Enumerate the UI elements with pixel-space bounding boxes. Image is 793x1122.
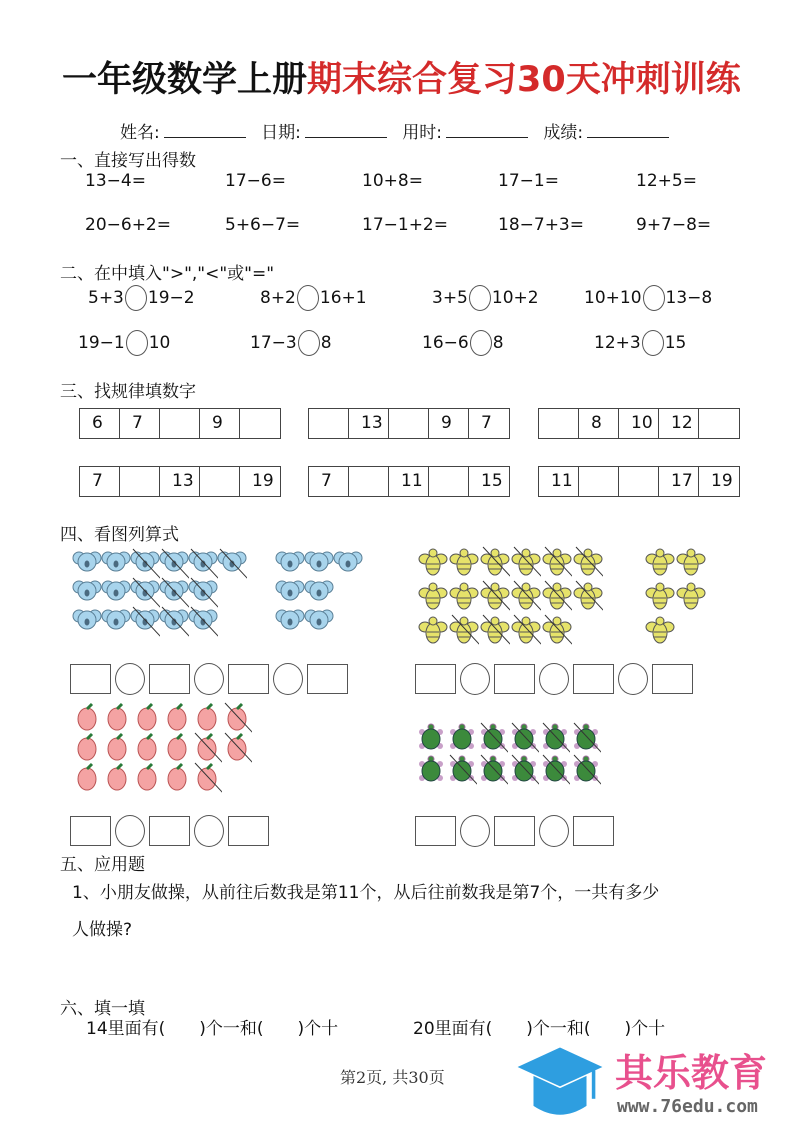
pattern-table — [308, 466, 510, 497]
pattern-cell: 10 — [619, 409, 659, 438]
comparison-item — [78, 330, 170, 356]
peach-icon — [192, 702, 222, 734]
turtle-icon — [540, 722, 570, 754]
bee-icon — [511, 580, 541, 612]
equation: 20−6+2= — [85, 215, 171, 235]
question-1-line-1: 1、小朋友做操，从前往后数我是第11个，从后往前数我是第7个，一共有多少 — [72, 883, 660, 903]
koala-icon — [72, 548, 102, 580]
pattern-cell[interactable] — [699, 409, 739, 438]
answer-circle[interactable] — [298, 330, 320, 356]
comparison-item — [260, 285, 367, 311]
bee-icon — [418, 546, 448, 578]
comparison-item — [88, 285, 195, 311]
answer-box[interactable] — [494, 816, 535, 846]
fill-item-2: 20里面有( )个一和( )个十 — [413, 1019, 666, 1039]
pattern-cell[interactable] — [240, 409, 280, 438]
question-1-line-2: 人做操? — [72, 920, 133, 940]
name-field[interactable] — [164, 124, 246, 138]
peach-icon — [132, 702, 162, 734]
equation: 17−1+2= — [362, 215, 448, 235]
turtle-icon — [540, 754, 570, 786]
turtle-icon — [571, 754, 601, 786]
turtle-icon — [416, 722, 446, 754]
equation: 17−1= — [498, 171, 559, 191]
right-expression: 8 — [320, 333, 332, 353]
bee-icon — [480, 580, 510, 612]
koala-icon — [101, 577, 131, 609]
turtle-icon — [571, 722, 601, 754]
pattern-cell: 19 — [252, 471, 274, 491]
logo-name: 其乐教育 — [615, 1051, 768, 1095]
fill-item-1: 14里面有( )个一和( )个十 — [86, 1019, 339, 1039]
pattern-cell[interactable] — [429, 467, 469, 496]
equation-answer-row — [70, 815, 269, 847]
bee-icon — [449, 580, 479, 612]
peach-icon — [162, 732, 192, 764]
comparison-item — [250, 330, 332, 356]
time-field[interactable] — [446, 124, 528, 138]
koala-icon — [217, 548, 247, 580]
bee-icon — [542, 580, 572, 612]
peach-icon — [102, 732, 132, 764]
koala-icon — [101, 548, 131, 580]
pattern-cell[interactable] — [349, 467, 389, 496]
comparison-item — [432, 285, 539, 311]
answer-circle[interactable] — [297, 285, 319, 311]
logo-url: www.76edu.com — [617, 1096, 758, 1117]
peach-icon — [132, 732, 162, 764]
answer-box[interactable] — [149, 664, 190, 694]
answer-box[interactable] — [573, 816, 614, 846]
pattern-cell: 7 — [309, 467, 349, 496]
pattern-cell: 11 — [389, 467, 429, 496]
koala-icon — [333, 548, 363, 580]
pattern-cell: 13 — [160, 467, 200, 496]
peach-icon — [72, 702, 102, 734]
name-label: 姓名: — [120, 123, 160, 143]
pattern-table — [538, 408, 740, 439]
koala-icon — [304, 577, 334, 609]
answer-circle[interactable] — [125, 285, 147, 311]
koala-icon — [304, 606, 334, 638]
answer-circle[interactable] — [469, 285, 491, 311]
bee-icon — [645, 546, 675, 578]
pattern-cell: 15 — [481, 471, 503, 491]
bee-icon — [573, 580, 603, 612]
pattern-table — [308, 408, 510, 439]
bee-icon — [542, 614, 572, 646]
koala-icon — [188, 606, 218, 638]
title-black: 一年级数学上册 — [62, 60, 308, 100]
koala-icon — [130, 577, 160, 609]
equation: 17−6= — [225, 171, 286, 191]
answer-box[interactable] — [652, 664, 693, 694]
pattern-cell: 19 — [711, 471, 733, 491]
answer-box[interactable] — [228, 664, 269, 694]
koala-icon — [130, 606, 160, 638]
equation-answer-row — [415, 815, 614, 847]
score-field[interactable] — [587, 124, 669, 138]
answer-box[interactable] — [415, 816, 456, 846]
bee-icon — [511, 546, 541, 578]
bee-icon — [645, 614, 675, 646]
answer-box[interactable] — [228, 816, 269, 846]
right-expression: 13−8 — [665, 288, 713, 308]
answer-circle[interactable] — [126, 330, 148, 356]
answer-box[interactable] — [149, 816, 190, 846]
answer-box[interactable] — [307, 664, 348, 694]
section-4-heading: 四、看图列算式 — [60, 525, 179, 545]
answer-box[interactable] — [70, 664, 111, 694]
equation: 13−4= — [85, 171, 146, 191]
pattern-cell[interactable] — [539, 409, 579, 438]
equation-answer-row — [70, 663, 348, 695]
peach-icon — [72, 762, 102, 794]
pattern-cell: 9 — [429, 409, 469, 438]
equation-answer-row — [415, 663, 693, 695]
peach-icon — [162, 702, 192, 734]
bee-icon — [449, 546, 479, 578]
bee-icon — [573, 546, 603, 578]
right-expression: 10 — [148, 333, 171, 353]
right-expression: 19−2 — [147, 288, 195, 308]
pattern-cell: 7 — [120, 409, 160, 438]
peach-icon — [162, 762, 192, 794]
turtle-icon — [509, 722, 539, 754]
pattern-cell: 7 — [481, 413, 492, 433]
koala-icon — [72, 577, 102, 609]
peach-icon — [132, 762, 162, 794]
koala-icon — [72, 606, 102, 638]
title-red: 期末综合复习30天冲刺训练 — [307, 60, 741, 100]
bee-icon — [418, 614, 448, 646]
peach-icon — [72, 732, 102, 764]
bee-icon — [449, 614, 479, 646]
peach-icon — [192, 762, 222, 794]
pattern-table — [538, 466, 740, 497]
operator-circle[interactable] — [194, 663, 224, 695]
pattern-table — [79, 466, 281, 497]
right-expression: 8 — [492, 333, 504, 353]
section-6-heading: 六、填一填 — [60, 999, 145, 1019]
pattern-cell[interactable] — [160, 409, 200, 438]
koala-icon — [159, 577, 189, 609]
left-expression: 5+3 — [88, 288, 124, 308]
operator-circle[interactable] — [115, 663, 145, 695]
pattern-cell[interactable] — [619, 467, 659, 496]
graduation-cap-icon — [515, 1044, 605, 1120]
operator-circle[interactable] — [194, 815, 224, 847]
comparison-item — [422, 330, 504, 356]
turtle-icon — [478, 754, 508, 786]
answer-box[interactable] — [415, 664, 456, 694]
left-expression: 3+5 — [432, 288, 468, 308]
pattern-cell[interactable] — [200, 467, 240, 496]
bee-icon — [676, 546, 706, 578]
date-label: 日期: — [261, 123, 301, 143]
turtle-icon — [478, 722, 508, 754]
answer-circle[interactable] — [643, 285, 665, 311]
koala-icon — [188, 548, 218, 580]
peach-icon — [102, 762, 132, 794]
left-expression: 17−3 — [250, 333, 297, 353]
answer-box[interactable] — [494, 664, 535, 694]
section-1-heading: 一、直接写出得数 — [60, 151, 196, 171]
koala-icon — [159, 606, 189, 638]
comparison-item — [584, 285, 712, 311]
operator-circle[interactable] — [618, 663, 648, 695]
koala-icon — [275, 606, 305, 638]
koala-icon — [275, 548, 305, 580]
pattern-cell[interactable] — [389, 409, 429, 438]
pattern-cell[interactable] — [309, 409, 349, 438]
pattern-cell: 6 — [80, 409, 120, 438]
answer-circle[interactable] — [642, 330, 664, 356]
turtle-icon — [509, 754, 539, 786]
operator-circle[interactable] — [460, 663, 490, 695]
bee-icon — [480, 546, 510, 578]
equation: 9+7−8= — [636, 215, 712, 235]
turtle-icon — [416, 754, 446, 786]
pattern-cell: 9 — [200, 409, 240, 438]
equation: 5+6−7= — [225, 215, 301, 235]
pattern-table — [79, 408, 281, 439]
left-expression: 12+3 — [594, 333, 641, 353]
bee-icon — [542, 546, 572, 578]
answer-box[interactable] — [573, 664, 614, 694]
peach-icon — [192, 732, 222, 764]
section-5-heading: 五、应用题 — [60, 855, 145, 875]
peach-icon — [222, 732, 252, 764]
left-expression: 8+2 — [260, 288, 296, 308]
operator-circle[interactable] — [539, 815, 569, 847]
koala-icon — [101, 606, 131, 638]
operator-circle[interactable] — [273, 663, 303, 695]
koala-icon — [130, 548, 160, 580]
pattern-cell: 13 — [349, 409, 389, 438]
pattern-cell: 7 — [80, 467, 120, 496]
right-expression: 10+2 — [491, 288, 539, 308]
left-expression: 10+10 — [584, 288, 642, 308]
section-2-heading: 二、在中填入">","<"或"=" — [60, 264, 275, 284]
score-label: 成绩: — [543, 123, 584, 143]
pattern-cell[interactable] — [120, 467, 160, 496]
peach-icon — [222, 702, 252, 734]
turtle-icon — [447, 722, 477, 754]
page-title — [62, 52, 741, 102]
left-expression: 19−1 — [78, 333, 125, 353]
turtle-icon — [447, 754, 477, 786]
time-label: 用时: — [402, 123, 443, 143]
right-expression: 16+1 — [319, 288, 367, 308]
student-info — [120, 118, 679, 143]
bee-icon — [645, 580, 675, 612]
operator-circle[interactable] — [539, 663, 569, 695]
koala-icon — [188, 577, 218, 609]
answer-box[interactable] — [70, 816, 111, 846]
pattern-cell: 8 — [579, 409, 619, 438]
bee-icon — [480, 614, 510, 646]
pattern-cell: 12 — [659, 409, 699, 438]
date-field[interactable] — [305, 124, 387, 138]
operator-circle[interactable] — [460, 815, 490, 847]
bee-icon — [418, 580, 448, 612]
koala-icon — [159, 548, 189, 580]
section-3-heading: 三、找规律填数字 — [60, 382, 196, 402]
operator-circle[interactable] — [115, 815, 145, 847]
right-expression: 15 — [664, 333, 687, 353]
left-expression: 16−6 — [422, 333, 469, 353]
equation: 12+5= — [636, 171, 697, 191]
answer-circle[interactable] — [470, 330, 492, 356]
koala-icon — [275, 577, 305, 609]
pattern-cell: 11 — [539, 467, 579, 496]
equation: 10+8= — [362, 171, 423, 191]
bee-icon — [511, 614, 541, 646]
equation: 18−7+3= — [498, 215, 584, 235]
pattern-cell[interactable] — [579, 467, 619, 496]
comparison-item — [594, 330, 686, 356]
pattern-cell: 17 — [659, 467, 699, 496]
bee-icon — [676, 580, 706, 612]
page-number: 第2页, 共30页 — [340, 1068, 445, 1087]
koala-icon — [304, 548, 334, 580]
peach-icon — [102, 702, 132, 734]
